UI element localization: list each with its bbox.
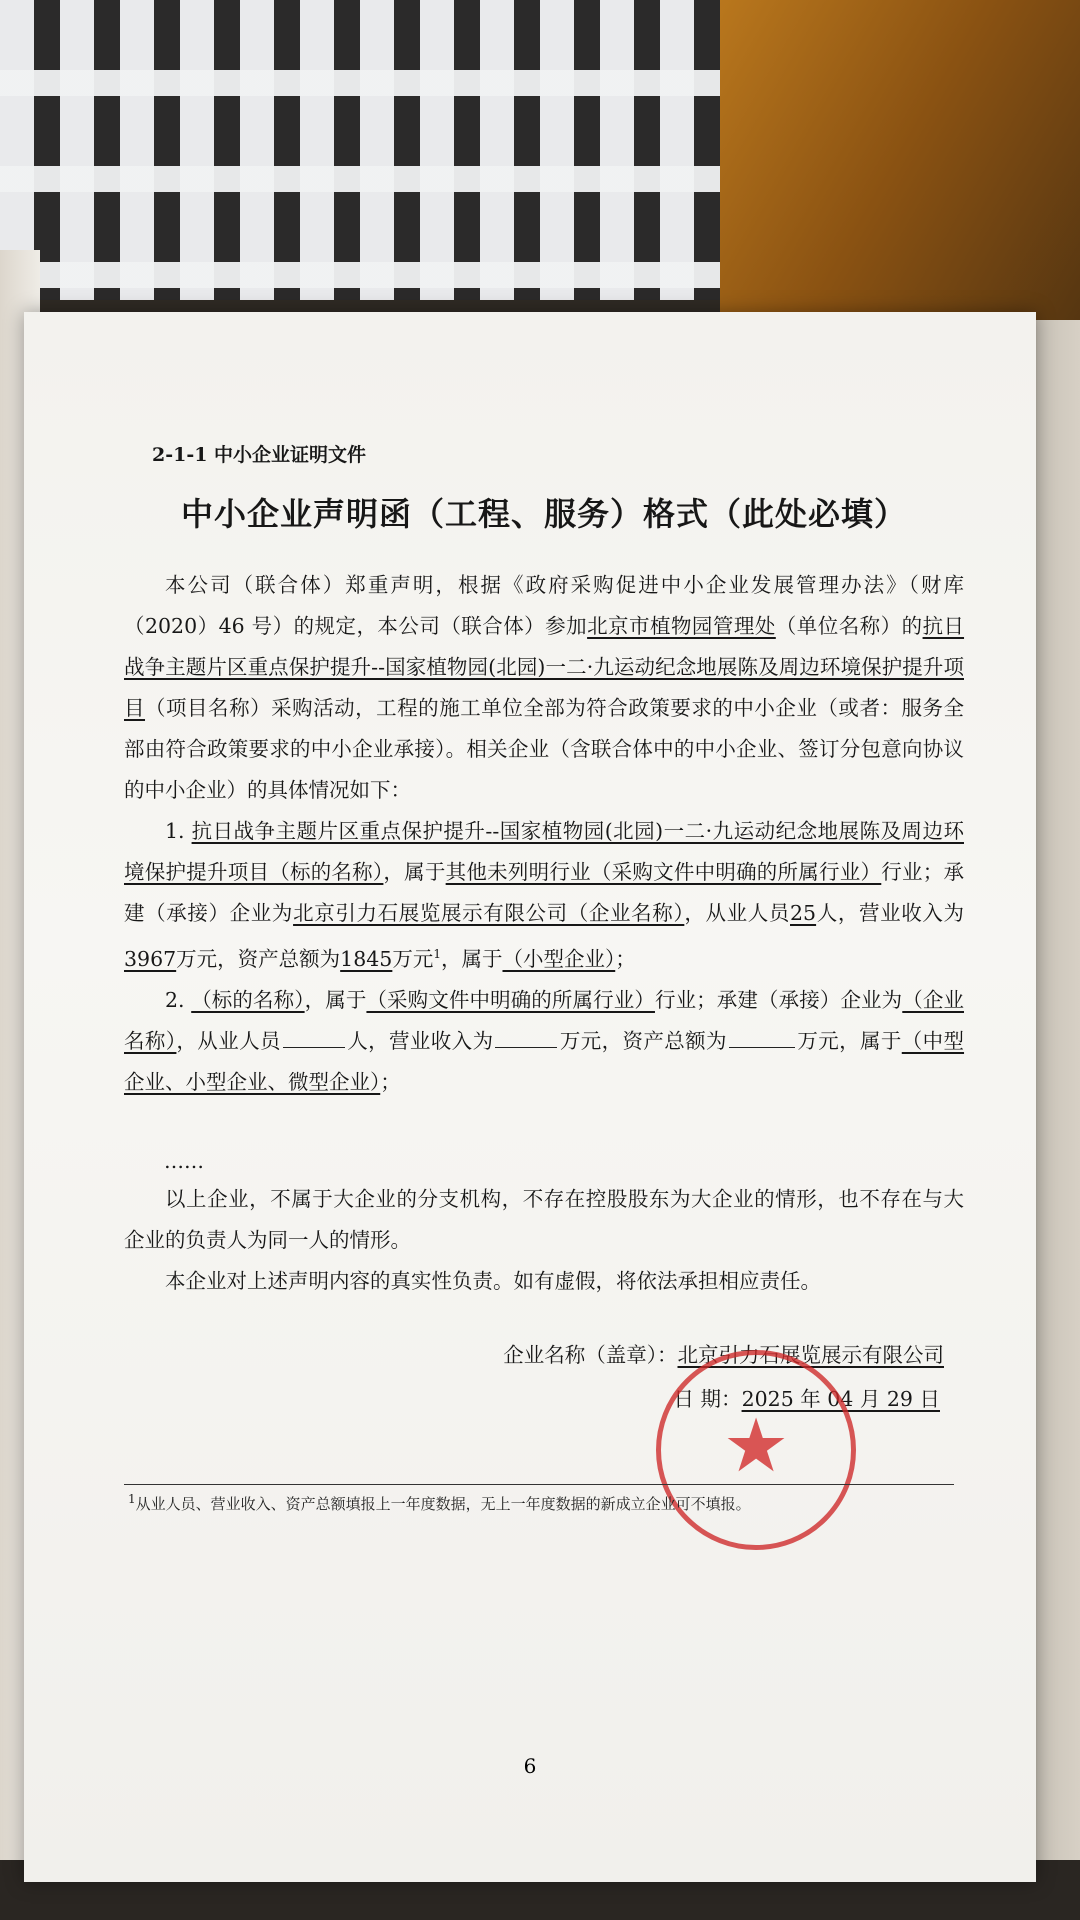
p1-text-c: （项目名称）采购活动，工程的施工单位全部为符合政策要求的中小企业（或者：服务全部由符合政策要求的中小企业承接）。相关企业（含联合体中的中小企业、签订分包意向协议的中小企业）的具体情况如下： (124, 696, 965, 802)
item2-text-b: 行业；承建（承接）企业为 (654, 987, 903, 1012)
footnote-text: 从业人员、营业收入、资产总额填报上一年度数据，无上一年度数据的新成立企业可不填报。 (135, 1495, 751, 1513)
declaration-paragraph (124, 565, 964, 811)
document-content (124, 440, 964, 1458)
p1-text-a: 本公司（联合体）郑重声明，根据《政府采购促进中小企业发展管理办法》（财库（2020）46 号）的规定，本公司（联合体）参加 (124, 573, 964, 638)
unit-name: 北京市植物园管理处 (587, 614, 776, 638)
item2-enterprise-type: （中型企业、小型企业、微型企业） (124, 1028, 965, 1094)
item1-text-a: ，属于 (383, 860, 446, 884)
item1-text-h: ； (615, 946, 636, 971)
item2-text-e: 万元，资产总额为 (559, 1028, 727, 1053)
item1-text-d: 人，营业收入为 (816, 901, 965, 925)
item1-text-f: 万元 (392, 946, 434, 971)
item1-text-b: 行业；承建（承接）企业为 (124, 860, 965, 925)
item1-text-e: 万元，资产总额为 (176, 946, 341, 971)
item2-revenue-blank (495, 1029, 557, 1048)
ellipsis: …… (164, 1148, 204, 1173)
item1-industry: 其他未列明行业（采购文件中明确的所属行业） (445, 860, 882, 884)
enterprise-item-1 (124, 811, 964, 980)
item2-number: 2. (165, 987, 185, 1012)
footnote-divider (124, 1484, 954, 1485)
item2-text-f: 万元，属于 (796, 1028, 902, 1053)
item1-text-g: ，属于 (440, 946, 503, 971)
section-label: 2-1-1 中小企业证明文件 (152, 444, 367, 466)
item2-subject-name: （标的名称） (191, 987, 305, 1012)
date-label: 日 期： (673, 1386, 742, 1411)
sign-company: 北京引力石展览展示有限公司 (677, 1342, 944, 1367)
item1-revenue: 3967 (124, 946, 177, 971)
company-seal-stamp (656, 1350, 856, 1550)
footnote (128, 1492, 751, 1514)
item1-assets: 1845 (340, 946, 393, 971)
item1-footnote-mark: 1 (433, 947, 441, 961)
sign-label: 企业名称（盖章）： (503, 1342, 678, 1367)
item1-company: 北京引力石展览展示有限公司（企业名称） (293, 901, 685, 925)
item2-text-g: ； (380, 1069, 401, 1094)
item1-staff: 25 (790, 901, 817, 925)
item2-text-c: ，从业人员 (176, 1028, 281, 1053)
item1-text-c: ，从业人员 (684, 901, 790, 925)
date-value: 2025 年 04 月 29 日 (741, 1386, 940, 1411)
project-name: 抗日战争主题片区重点保护提升--国家植物园(北园)一二·九运动纪念地展陈及周边环境保护提升项目 (124, 614, 965, 720)
footnote-mark: 1 (128, 1492, 136, 1506)
seal-star-icon: ★ (722, 1403, 790, 1489)
item2-company: （企业名称） (124, 987, 964, 1053)
document-title: 中小企业声明函（工程、服务）格式（此处必填） (180, 495, 907, 533)
item2-industry: （采购文件中明确的所属行业） (366, 987, 655, 1012)
page-number: 6 (523, 1754, 537, 1778)
item1-number: 1. (165, 819, 185, 843)
document-page (24, 312, 1036, 1882)
item1-subject-name: 抗日战争主题片区重点保护提升--国家植物园(北园)一二·九运动纪念地展陈及周边环境保护提升项目（标的名称） (124, 819, 964, 884)
item2-assets-blank (729, 1029, 795, 1048)
background-crate-bars (0, 0, 720, 300)
item2-staff-blank (283, 1029, 345, 1048)
item1-enterprise-type: （小型企业） (502, 946, 616, 971)
truthfulness-paragraph: 本企业对上述声明内容的真实性负责。如有虚假，将依法承担相应责任。 (165, 1268, 821, 1293)
non-large-enterprise-paragraph: 以上企业，不属于大企业的分支机构，不存在控股股东为大企业的情形，也不存在与大企业的负责人为同一人的情形。 (124, 1186, 964, 1252)
enterprise-item-2 (124, 980, 964, 1103)
item2-text-a: ，属于 (304, 987, 367, 1012)
item2-text-d: 人，营业收入为 (346, 1028, 494, 1053)
p1-text-b: （单位名称）的 (775, 614, 923, 638)
